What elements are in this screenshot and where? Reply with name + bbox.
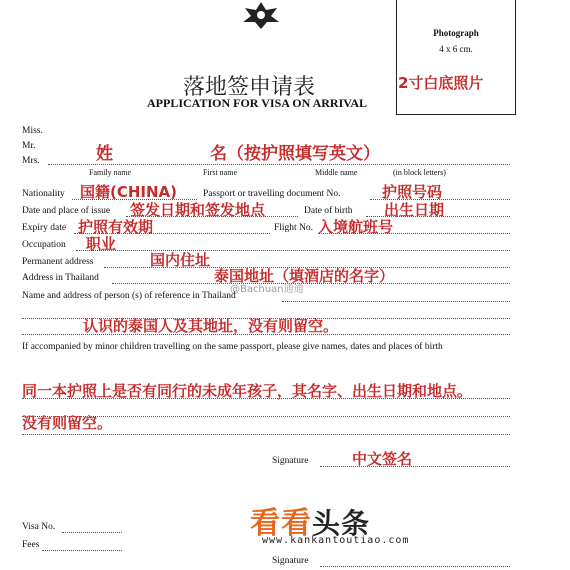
reference-line-3 xyxy=(22,334,510,335)
label-issue: Date and place of issue xyxy=(22,206,111,216)
label-dob: Date of birth xyxy=(304,206,353,216)
ann-minor-2: 没有则留空。 xyxy=(22,414,113,432)
salutation-mrs: Mrs. xyxy=(22,156,40,166)
col-family: Family name xyxy=(89,168,131,177)
photo-note: 2寸白底照片 xyxy=(398,74,484,92)
reference-line-1 xyxy=(282,301,510,302)
col-first: First name xyxy=(203,168,237,177)
label-occupation: Occupation xyxy=(22,240,66,250)
watermark: @Bachuan通通 xyxy=(230,284,304,295)
logo-url: www.kankantoutiao.com xyxy=(262,535,410,546)
col-block: (in block letters) xyxy=(393,168,446,177)
ann-expiry: 护照有效期 xyxy=(78,218,154,236)
ann-minor-1: 同一本护照上是否有同行的未成年孩子，其名字、出生日期和地点。 xyxy=(22,382,473,400)
ann-dob: 出生日期 xyxy=(384,201,445,219)
ann-permanent: 国内住址 xyxy=(150,251,211,269)
label-signature-2: Signature xyxy=(272,556,309,566)
label-permanent: Permanent address xyxy=(22,257,94,267)
label-minor: If accompanied by minor children travelling on the same passport, please give names, dates and places of birth xyxy=(22,342,443,352)
minor-line-3 xyxy=(22,434,510,435)
label-nationality: Nationality xyxy=(22,189,65,199)
label-flight: Flight No. xyxy=(274,223,314,233)
ann-reference: 认识的泰国人及其地址，没有则留空。 xyxy=(83,317,339,335)
col-middle: Middle name xyxy=(315,168,358,177)
photo-size: 4 x 6 cm. xyxy=(439,44,473,54)
logo-kan: 看看 xyxy=(250,506,312,541)
name-line xyxy=(48,164,510,165)
ann-occupation: 职业 xyxy=(86,235,117,253)
ann-thailand: 泰国地址（填酒店的名字） xyxy=(214,267,395,285)
salutation-mr: Mr. xyxy=(22,141,36,151)
signature2-line xyxy=(320,566,510,567)
logo-toutiao: 头条 xyxy=(312,507,371,540)
label-reference: Name and address of person (s) of reference in Thailand xyxy=(22,291,236,301)
fees-line xyxy=(42,550,122,551)
salutation-miss: Miss. xyxy=(22,126,43,136)
page-title: APPLICATION FOR VISA ON ARRIVAL xyxy=(147,96,368,110)
garuda-emblem-icon xyxy=(233,0,289,30)
ann-signature: 中文签名 xyxy=(352,450,413,468)
label-fees: Fees xyxy=(22,540,40,550)
label-signature: Signature xyxy=(272,456,309,466)
minor-line-2 xyxy=(22,416,510,417)
photo-label: Photograph xyxy=(433,28,479,38)
occupation-line xyxy=(76,250,510,251)
ann-passport: 护照号码 xyxy=(382,183,443,201)
label-address-thailand: Address in Thailand xyxy=(22,273,99,283)
ann-given: 名（按护照填写英文） xyxy=(210,144,380,164)
visa-no-line xyxy=(62,532,122,533)
ann-flight: 入境航班号 xyxy=(318,218,394,236)
label-visa-no: Visa No. xyxy=(22,522,56,532)
signature-line xyxy=(320,466,510,467)
minor-line-1 xyxy=(22,398,510,399)
ann-surname: 姓 xyxy=(96,144,113,164)
label-passport: Passport or travelling document No. xyxy=(203,189,341,199)
photo-box xyxy=(396,0,516,115)
label-expiry: Expiry date xyxy=(22,223,67,233)
ann-nationality: 国籍(CHINA) xyxy=(80,183,178,201)
page-title-cn: 落地签申请表 xyxy=(183,75,316,100)
ann-issue: 签发日期和签发地点 xyxy=(130,201,266,219)
